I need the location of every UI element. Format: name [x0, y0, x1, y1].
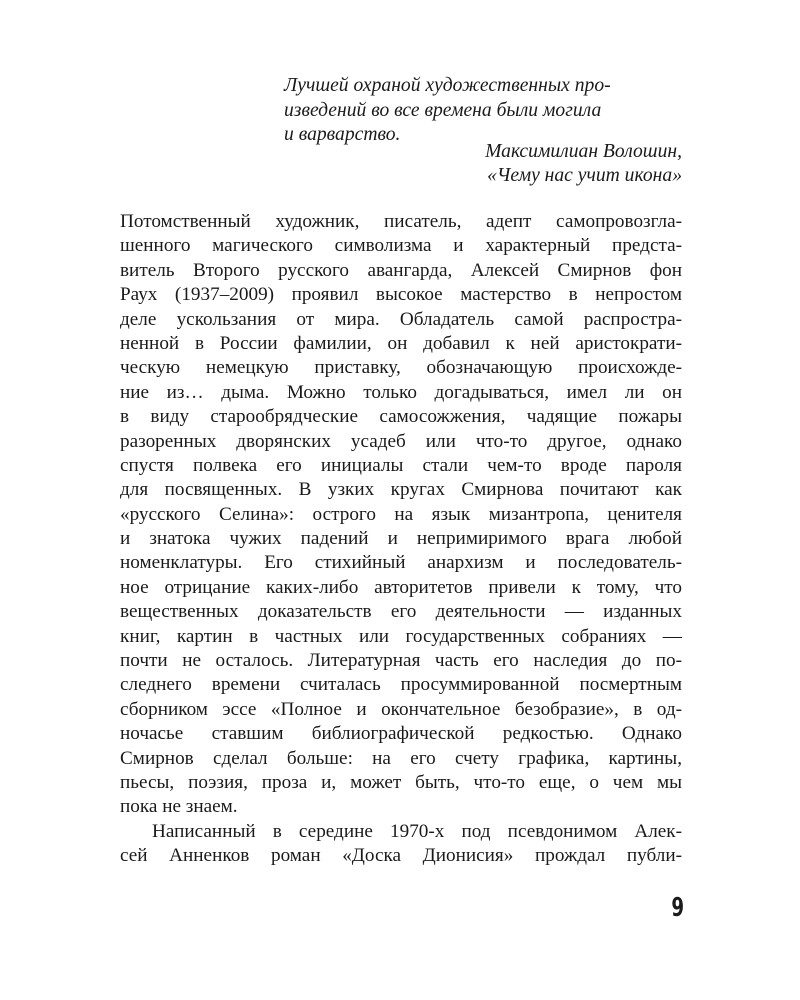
text-line: следнего времени считалась просуммированной посмертным	[120, 674, 682, 696]
text-line: Потомственный художник, писатель, адепт самопровозгла-	[120, 211, 682, 232]
text-line: ненной в России фамилии, он добавил к ней аристократи-	[120, 332, 682, 354]
text-line: вещественных доказательств его деятельности — изданных	[120, 601, 682, 623]
text-line: Смирнов сделал больше: на его счету графика, картины,	[120, 747, 682, 769]
text-line: ние из… дыма. Можно только догадываться, имел ли он	[120, 381, 682, 403]
text-line: книг, картин в частных или государственных собраниях —	[120, 625, 682, 647]
text-line: в виду старообрядческие самосожжения, чадящие пожары	[120, 406, 682, 428]
text-line: ночасье ставшим библиографической редкостью. Однако	[120, 723, 682, 745]
text-line: деле ускользания от мира. Обладатель самой распростра-	[120, 308, 682, 330]
text-line: витель Второго русского авангарда, Алексей Смирнов фон	[120, 259, 682, 281]
text-line: спустя полвека его инициалы стали чем-то вроде пароля	[120, 454, 682, 476]
text-line: номенклатуры. Его стихийный анархизм и последователь-	[120, 552, 682, 574]
text-line: сборником эссе «Полное и окончательное безобразие», в од-	[120, 698, 682, 720]
epigraph-source: «Чему нас учит икона»	[487, 165, 682, 186]
epigraph-author: Максимилиан Волошин,	[485, 141, 682, 162]
text-line: разоренных дворянских усадеб или что-то другое, однако	[120, 430, 682, 452]
text-line: для посвященных. В узких кругах Смирнова почитают как	[120, 479, 682, 501]
page-number: 9	[671, 893, 684, 923]
text-line: «русского Селина»: острого на язык мизантропа, ценителя	[120, 503, 682, 525]
paragraph-2	[120, 820, 682, 869]
epigraph	[284, 74, 704, 186]
text-line: почти не осталось. Литературная часть его наследия до по-	[120, 650, 682, 672]
text-line: шенного магического символизма и характерный предста-	[120, 235, 682, 257]
text-line: пьесы, поэзия, проза и, может быть, что-то еще, о чем мы	[120, 771, 682, 793]
epigraph-line: Лучшей охраной художественных про-	[284, 75, 611, 96]
epigraph-line: изведений во все времена были могила	[284, 99, 602, 121]
text-line: пока не знаем.	[120, 796, 238, 818]
text-line: Написанный в середине 1970-х под псевдонимом Алек-	[152, 820, 682, 842]
text-line: и знатока чужих падений и непримиримого врага любой	[120, 528, 682, 550]
epigraph-line: и варварство.	[284, 124, 401, 145]
text-line: сей Анненков роман «Доска Дионисия» прождал публи-	[120, 845, 682, 867]
text-line: ное отрицание каких-либо авторитетов привели к тому, что	[120, 576, 682, 598]
text-line: ческую немецкую приставку, обозначающую происхожде-	[120, 357, 682, 379]
text-line: Раух (1937–2009) проявил высокое мастерство в непростом	[120, 284, 682, 306]
paragraph-1	[120, 210, 682, 820]
body-text	[120, 210, 682, 869]
